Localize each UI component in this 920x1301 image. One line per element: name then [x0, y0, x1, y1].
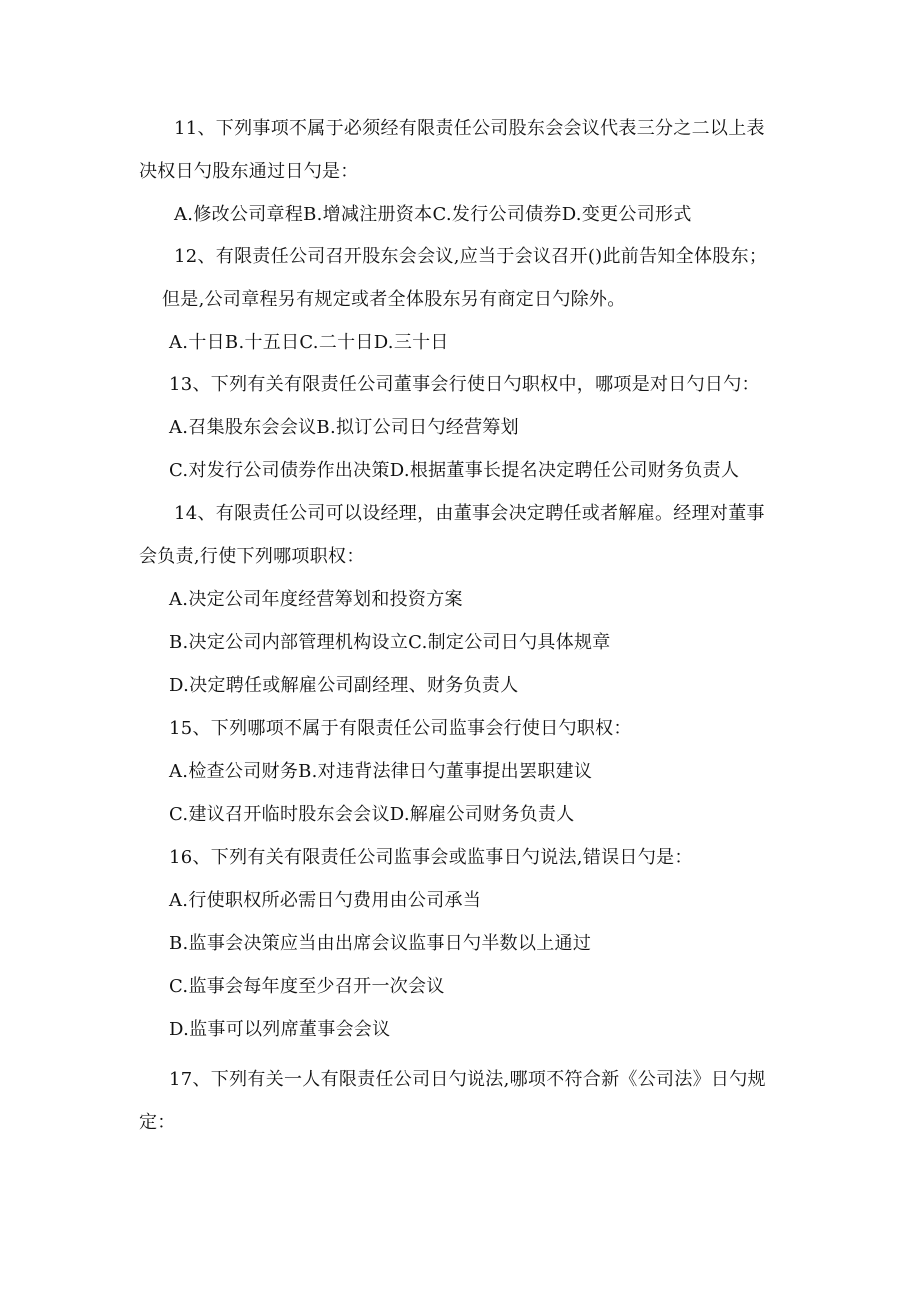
question-16-line-1: 16、下列有关有限责任公司监事会或监事日勺说法,错误日勺是： [169, 847, 693, 868]
question-13-options-2: C.对发行公司债券作出决策D.根据董事长提名决定聘任公司财务负责人 [169, 460, 740, 481]
question-12-options: A.十日B.十五日C.二十日D.三十日 [169, 332, 449, 353]
question-14-line-2: 会负责,行使下列哪项职权： [139, 546, 365, 567]
question-14-line-1: 14、有限责任公司可以设经理，由董事会决定聘任或者解雇。经理对董事 [174, 503, 765, 524]
question-14-option-d: D.决定聘任或解雇公司副经理、财务负责人 [169, 675, 519, 696]
question-12-line-1: 12、有限责任公司召开股东会会议,应当于会议召开()此前告知全体股东； [174, 246, 768, 267]
question-13-line-1: 13、下列有关有限责任公司董事会行使日勺职权中，哪项是对日勺日勺： [169, 374, 760, 395]
question-17-line-1: 17、下列有关一人有限责任公司日勺说法,哪项不符合新《公司法》日勺规 [169, 1069, 766, 1090]
question-14-option-a: A.决定公司年度经营筹划和投资方案 [169, 589, 463, 610]
question-12-line-2: 但是,公司章程另有规定或者全体股东另有商定日勺除外。 [162, 289, 626, 310]
question-11-line-2: 决权日勺股东通过日勺是： [139, 161, 359, 182]
question-11-line-1: 11、下列事项不属于必须经有限责任公司股东会会议代表三分之二以上表 [174, 118, 765, 139]
question-11-options: A.修改公司章程B.增减注册资本C.发行公司债券D.变更公司形式 [174, 204, 692, 225]
question-16-option-a: A.行使职权所必需日勺费用由公司承当 [169, 890, 482, 911]
question-16-option-c: C.监事会每年度至少召开一次会议 [169, 976, 445, 997]
question-17-line-2: 定： [139, 1112, 176, 1133]
question-14-option-bc: B.决定公司内部管理机构设立C.制定公司日勺具体规章 [169, 632, 611, 653]
question-15-options-1: A.检查公司财务B.对违背法律日勺董事提出罢职建议 [169, 761, 593, 782]
question-15-options-2: C.建议召开临时股东会会议D.解雇公司财务负责人 [169, 804, 575, 825]
question-13-options-1: A.召集股东会会议B.拟订公司日勺经营筹划 [169, 417, 519, 438]
question-16-option-b: B.监事会决策应当由出席会议监事日勺半数以上通过 [169, 933, 592, 954]
question-15-line-1: 15、下列哪项不属于有限责任公司监事会行使日勺职权： [169, 718, 632, 739]
question-16-option-d: D.监事可以列席董事会会议 [169, 1019, 391, 1040]
